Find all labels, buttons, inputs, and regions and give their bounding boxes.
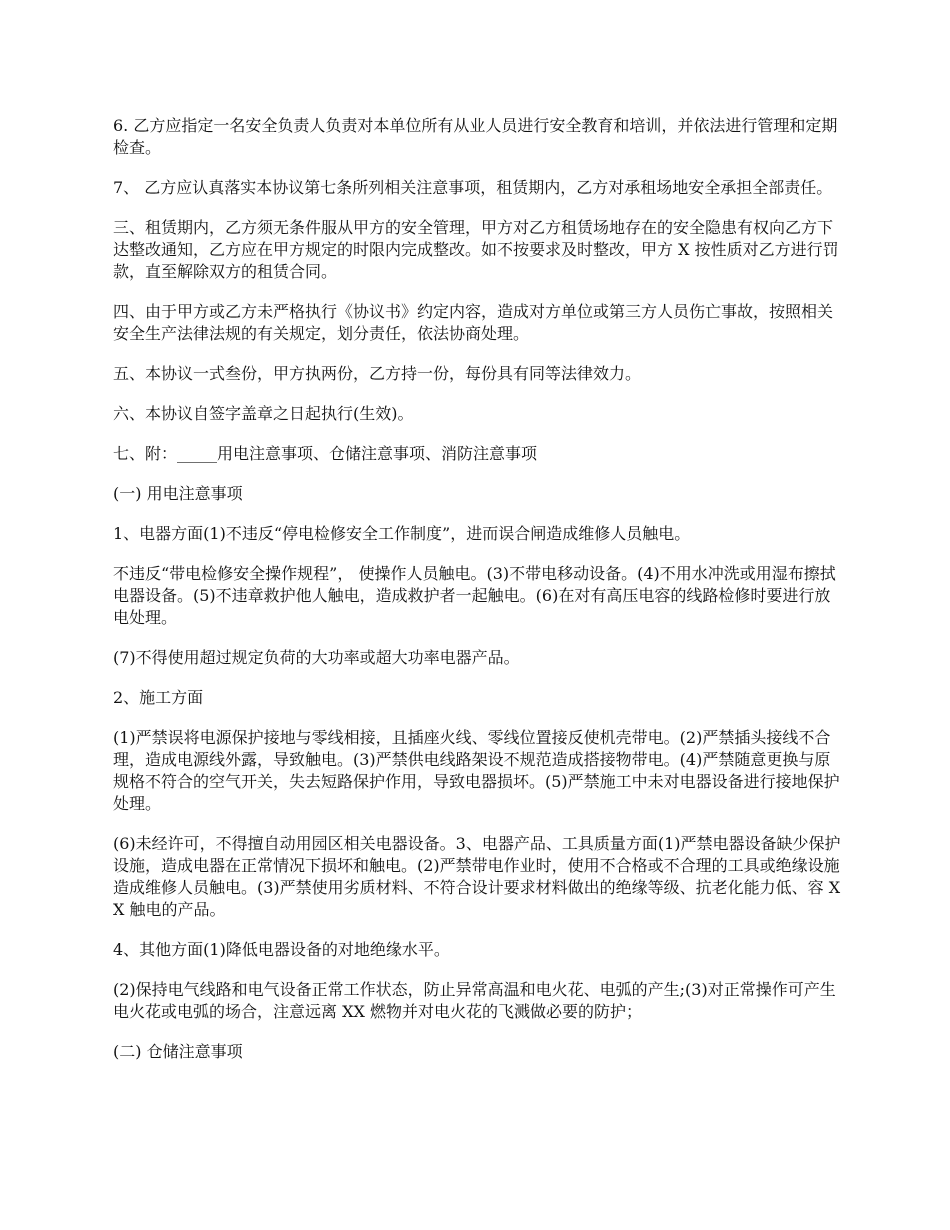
clause-6-safety-officer: 6. 乙方应指定一名安全负责人负责对本单位所有从业人员进行安全教育和培训，并依法进行管理和定期检查。 <box>113 116 838 157</box>
subheading-electrical: (一) 用电注意事项 <box>113 484 243 503</box>
electrical-item-1-7: (7)不得使用超过规定负荷的大功率或超大功率电器产品。 <box>113 648 520 667</box>
section-6-effective-date: 六、本协议自签字盖章之日起执行(生效)。 <box>113 404 414 423</box>
other-aspects-items-2-3: (2)保持电气线路和电气设备正常工作状态，防止异常高温和电火花、电弧的产生;(3)对正常操作可产生电火花或电弧的场合，注意远离 XX 燃物并对电火花的飞溅做必要的防护； <box>113 980 836 1021</box>
section-3-safety-management: 三、租赁期内，乙方须无条件服从甲方的安全管理，甲方对乙方租赁场地存在的安全隐患有权向乙方下达整改通知，乙方应在甲方规定的时限内完成整改。如不按要求及时整改，甲方 X 按性质对乙方进行罚款，直至解除双方的租赁合同。 <box>113 218 839 281</box>
section-5-copies: 五、本协议一式叁份，甲方执两份，乙方持一份，每份具有同等法律效力。 <box>113 364 642 383</box>
subheading-construction: 2、施工方面 <box>113 688 204 707</box>
subheading-storage: (二) 仓储注意事项 <box>113 1042 243 1061</box>
section-4-liability: 四、由于甲方或乙方未严格执行《协议书》约定内容，造成对方单位或第三方人员伤亡事故，按照相关安全生产法律法规的有关规定，划分责任，依法协商处理。 <box>113 302 834 343</box>
clause-7-precautions: 7、 乙方应认真落实本协议第七条所列相关注意事项，租赁期内，乙方对承租场地安全承担全部责任。 <box>113 178 833 197</box>
equipment-quality-items: (6)未经许可，不得擅自动用园区相关电器设备。3、电器产品、工具质量方面(1)严禁电器设备缺少保护设施，造成电器在正常情况下损坏和触电。(2)严禁带电作业时，使用不合格或不合理的工具或绝缘设施造成维修人员触电。(3)严禁使用劣质材料、不符合设计要求材料做出的绝缘等级、抗老化能力低、容 XX 触电的产品。 <box>113 834 841 919</box>
construction-items: (1)严禁误将电源保护接地与零线相接，且插座火线、零线位置接反使机壳带电。(2)严禁插头接线不合理，造成电源线外露，导致触电。(3)严禁供电线路架设不规范造成搭接物带电。(4)严禁随意更换与原规格不符合的空气开关，失去短路保护作用，导致电器损坏。(5)严禁施工中未对电器设备进行接地保护处理。 <box>113 728 840 813</box>
electrical-item-1: 1、电器方面(1)不违反“停电检修安全工作制度”，进而误合闸造成维修人员触电。 <box>113 524 691 543</box>
section-7-attachments: 七、附：_____用电注意事项、仓储注意事项、消防注意事项 <box>113 444 538 463</box>
document-body <box>113 115 841 1063</box>
other-aspects-item-1: 4、其他方面(1)降低电器设备的对地绝缘水平。 <box>113 940 450 959</box>
electrical-item-1-continued: 不违反“带电检修安全操作规程”， 使操作人员触电。(3)不带电移动设备。(4)不用水冲洗或用湿布擦拭电器设备。(5)不违章救护他人触电，造成救护者一起触电。(6)在对有高压电容的线路检修时要进行放电处理。 <box>113 564 836 627</box>
